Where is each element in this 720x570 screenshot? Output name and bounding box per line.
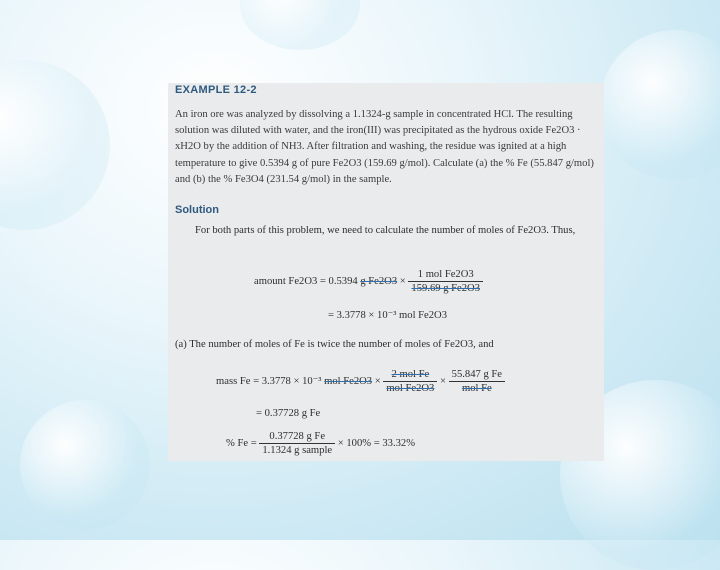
equation-percent-fe <box>226 431 415 456</box>
eq2-result: = 0.37728 g Fe <box>256 408 321 419</box>
eq3-denominator: 1.1324 g sample <box>262 445 333 456</box>
eq3-lhs: % Fe = <box>226 437 257 449</box>
eq2-frac1-numerator: 2 mol Fe <box>383 369 437 382</box>
eq2-cancelled-term: mol Fe2O3 <box>324 375 373 387</box>
eq1-lhs: amount Fe2O3 = 0.5394 <box>254 275 358 287</box>
equation-mass-result <box>256 408 320 419</box>
solution-intro: For both parts of this problem, we need to calculate the number of moles of Fe2O3. Thus, <box>195 225 576 236</box>
eq2-fraction-1 <box>383 369 437 394</box>
eq2-fraction-2 <box>449 369 505 394</box>
equation-moles-fe2o3 <box>254 269 483 294</box>
eq2-frac1-denominator: mol Fe2O3 <box>386 383 435 394</box>
equation-moles-result <box>328 309 447 321</box>
eq1-result: = 3.3778 × 10⁻³ mol Fe2O3 <box>328 310 448 321</box>
part-a-text: (a) The number of moles of Fe is twice the number of moles of Fe2O3, and <box>175 339 494 350</box>
eq3-fraction <box>259 431 335 456</box>
eq2-times-1: × <box>374 375 381 387</box>
eq1-numerator: 1 mol Fe2O3 <box>408 269 483 282</box>
bg-bubble <box>600 30 720 180</box>
problem-statement: An iron ore was analyzed by dissolving a 1.1324-g sample in concentrated HCl. The resulting solution was diluted with water, and the iron(III) was precipitated as the hydrous oxide Fe2O3 · xH2O by the addition of NH3. After filtration and washing, the residue was ignited at a high temperature to give 0.5394 g of pure Fe2O3 (159.69 g/mol). Calculate (a) the % Fe (55.847 g/mol) and (b) the % Fe3O4 (231.54 g/mol) in the sample. <box>175 109 594 185</box>
bg-bubble <box>0 60 110 230</box>
eq1-denominator: 159.69 g Fe2O3 <box>411 283 480 294</box>
example-title: EXAMPLE 12-2 <box>175 84 257 96</box>
eq1-times: × <box>399 275 406 287</box>
eq3-numerator: 0.37728 g Fe <box>259 431 335 444</box>
equation-mass-fe <box>216 369 505 394</box>
part-a-statement <box>175 339 494 350</box>
eq2-times-2: × <box>440 375 446 387</box>
eq1-cancelled-term: g Fe2O3 <box>360 275 398 287</box>
solution-title: Solution <box>175 204 219 216</box>
eq2-frac2-numerator: 55.847 g Fe <box>449 369 505 382</box>
eq2-lhs: mass Fe = 3.3778 × 10⁻³ <box>216 375 322 387</box>
bg-bubble <box>20 400 150 530</box>
textbook-page <box>168 83 604 461</box>
eq3-rhs: × 100% = 33.32% <box>337 437 416 449</box>
eq2-frac2-denominator: mol Fe <box>461 383 492 394</box>
eq1-fraction <box>408 269 483 294</box>
bg-bubble <box>240 0 360 50</box>
